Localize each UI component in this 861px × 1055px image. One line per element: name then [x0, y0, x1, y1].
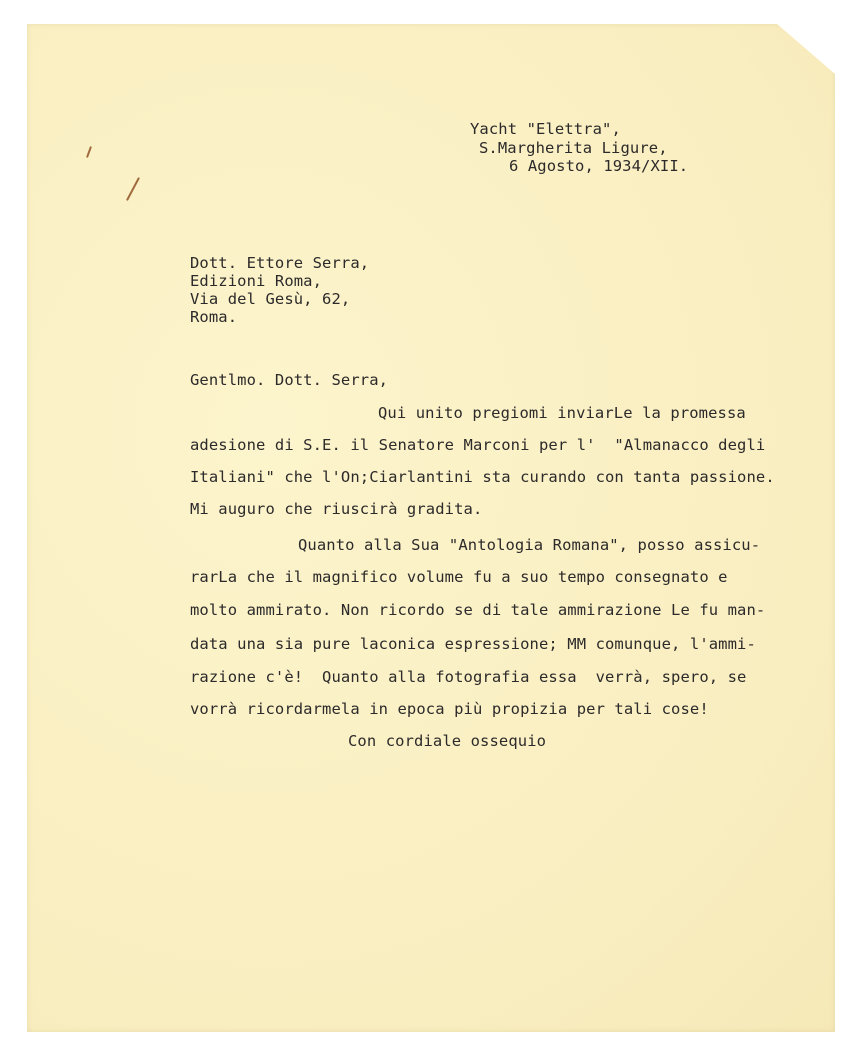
heading-line-yacht: Yacht "Elettra", [470, 120, 621, 138]
heading-line-place: S.Margherita Ligure, [479, 139, 668, 157]
recipient-street: Via del Gesù, 62, [190, 290, 351, 308]
paragraph2-line1: Quanto alla Sua "Antologia Romana", posso assicu- [298, 536, 761, 554]
heading-line-date: 6 Agosto, 1934/XII. [509, 157, 689, 175]
salutation: Gentlmo. Dott. Serra, [190, 371, 389, 389]
paragraph2-line2: rarLa che il magnifico volume fu a suo tempo consegnato e [190, 568, 728, 586]
recipient-name: Dott. Ettore Serra, [190, 254, 370, 272]
paragraph1-line1: Qui unito pregiomi inviarLe la promessa [378, 404, 746, 422]
paragraph1-line4: Mi auguro che riuscirà gradita. [190, 500, 483, 518]
recipient-city: Roma. [190, 308, 238, 326]
letter-page [27, 24, 835, 1032]
recipient-company: Edizioni Roma, [190, 272, 323, 290]
paragraph1-line3: Italiani" che l'On;Ciarlantini sta curando con tanta passione. [190, 468, 775, 486]
paragraph2-line4: data una sia pure laconica espressione; MM comunque, l'ammi- [190, 635, 756, 653]
paragraph2-line6: vorrà ricordarmela in epoca più propizia per tali cose! [190, 700, 709, 718]
paragraph1-line2: adesione di S.E. il Senatore Marconi per l' "Almanacco degli [190, 436, 766, 454]
closing: Con cordiale ossequio [348, 732, 547, 750]
paragraph2-line5: razione c'è! Quanto alla fotografia essa verrà, spero, se [190, 668, 747, 686]
paragraph2-line3: molto ammirato. Non ricordo se di tale ammirazione Le fu man- [190, 601, 766, 619]
